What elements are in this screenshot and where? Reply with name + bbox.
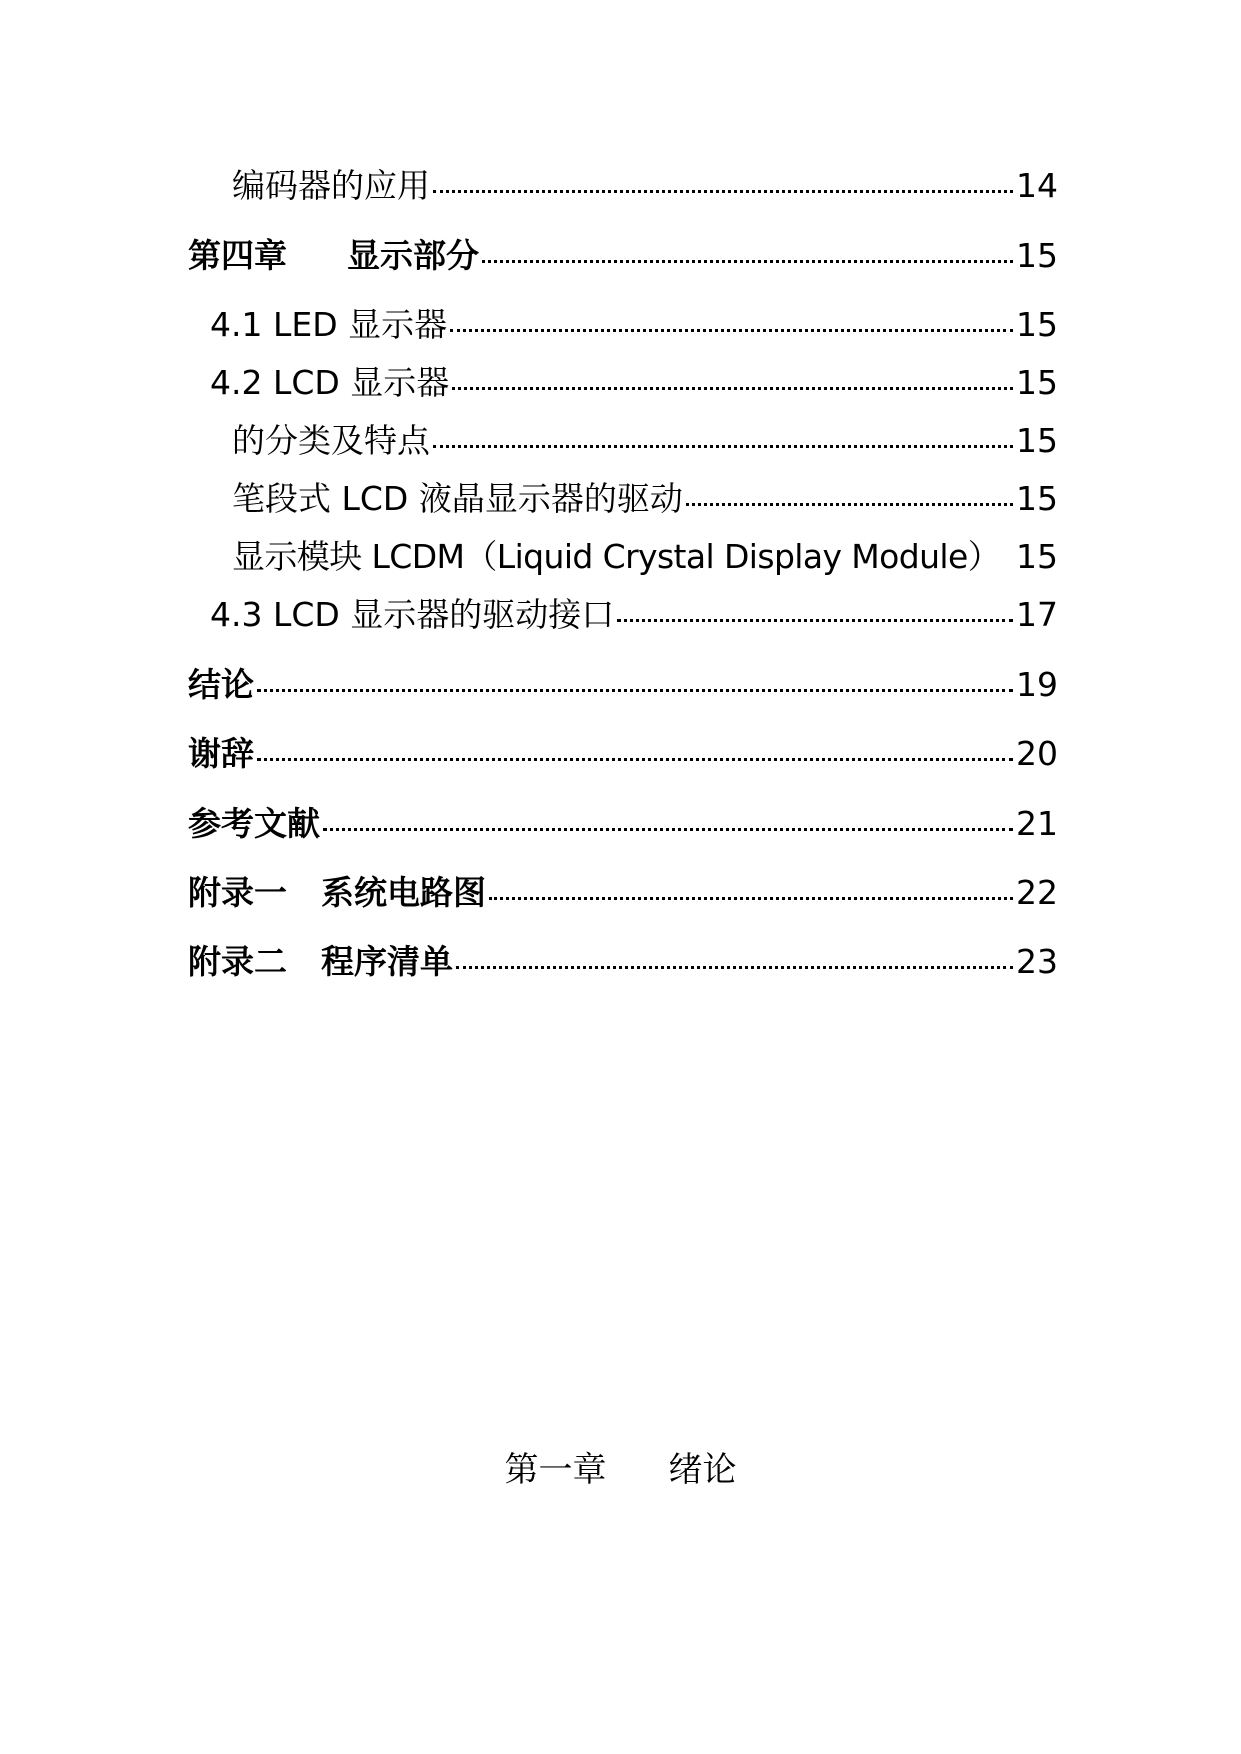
appendix-title: 系统电路图 — [321, 873, 486, 912]
toc-entry-title: 显示模块 LCDM（Liquid Crystal Display Module） — [232, 537, 1001, 576]
toc-entry-title: 的分类及特点 — [232, 421, 430, 460]
dot-leader — [489, 897, 1013, 900]
toc-entry-page: 20 — [1016, 734, 1058, 773]
toc-entry-title: 结论 — [188, 665, 254, 704]
toc-entry-conclusion[interactable] — [188, 663, 1058, 707]
appendix-number: 附录一 — [188, 873, 287, 912]
toc-entry-page: 15 — [1016, 421, 1058, 460]
toc-entry-page: 15 — [1016, 537, 1058, 576]
toc-entry-title — [188, 234, 479, 278]
toc-entry-4-2[interactable] — [188, 361, 1058, 405]
toc-entry-page: 22 — [1016, 873, 1058, 912]
toc-entry-encoder-application[interactable] — [188, 164, 1058, 208]
toc-entry-page: 14 — [1016, 166, 1058, 205]
toc-entry-references[interactable] — [188, 802, 1058, 846]
toc-entry-lcdm[interactable] — [188, 535, 1058, 579]
toc-entry-segment-lcd-driver[interactable] — [188, 477, 1058, 521]
dot-leader — [617, 619, 1013, 622]
dot-leader — [482, 260, 1013, 263]
toc-entry-page: 15 — [1016, 236, 1058, 275]
chapter-heading-title: 绪论 — [668, 1450, 737, 1490]
dot-leader — [257, 689, 1013, 692]
toc-entry-title: 参考文献 — [188, 804, 320, 843]
appendix-number: 附录二 — [188, 942, 287, 981]
toc-entry-appendix-2[interactable] — [188, 940, 1058, 984]
dot-leader — [452, 387, 1013, 390]
toc-entry-title: 编码器的应用 — [232, 166, 430, 205]
toc-entry-title: 4.1 LED 显示器 — [210, 305, 448, 344]
toc-entry-page: 19 — [1016, 665, 1058, 704]
dot-leader — [323, 828, 1013, 831]
toc-entry-title: 笔段式 LCD 液晶显示器的驱动 — [232, 479, 683, 518]
appendix-title: 程序清单 — [321, 942, 453, 981]
chapter-heading — [0, 1448, 1241, 1492]
dot-leader — [456, 966, 1013, 969]
dot-leader — [686, 503, 1013, 506]
toc-entry-page: 17 — [1016, 595, 1058, 634]
toc-entry-4-1[interactable] — [188, 303, 1058, 347]
toc-entry-title: 谢辞 — [188, 734, 254, 773]
chapter-number: 第四章 — [188, 236, 287, 275]
dot-leader — [257, 758, 1013, 761]
toc-entry-acknowledgements[interactable] — [188, 732, 1058, 776]
dot-leader — [450, 329, 1013, 332]
chapter-heading-number: 第一章 — [504, 1450, 607, 1490]
toc-entry-page: 15 — [1016, 363, 1058, 402]
toc-entry-title: 4.2 LCD 显示器 — [210, 363, 450, 402]
toc-entry-page: 15 — [1016, 479, 1058, 518]
toc-entry-title: 4.3 LCD 显示器的驱动接口 — [210, 595, 615, 634]
chapter-title: 显示部分 — [347, 236, 479, 275]
toc-entry-chapter-4[interactable] — [188, 234, 1058, 278]
dot-leader — [433, 445, 1013, 448]
toc-entry-page: 21 — [1016, 804, 1058, 843]
toc-entry-4-3[interactable] — [188, 593, 1058, 637]
toc-entry-classification[interactable] — [188, 419, 1058, 463]
toc-entry-page: 15 — [1016, 305, 1058, 344]
dot-leader — [433, 190, 1013, 193]
toc-entry-page: 23 — [1016, 942, 1058, 981]
toc-entry-appendix-1[interactable] — [188, 871, 1058, 915]
toc-entry-title — [188, 940, 453, 984]
toc-entry-title — [188, 871, 486, 915]
